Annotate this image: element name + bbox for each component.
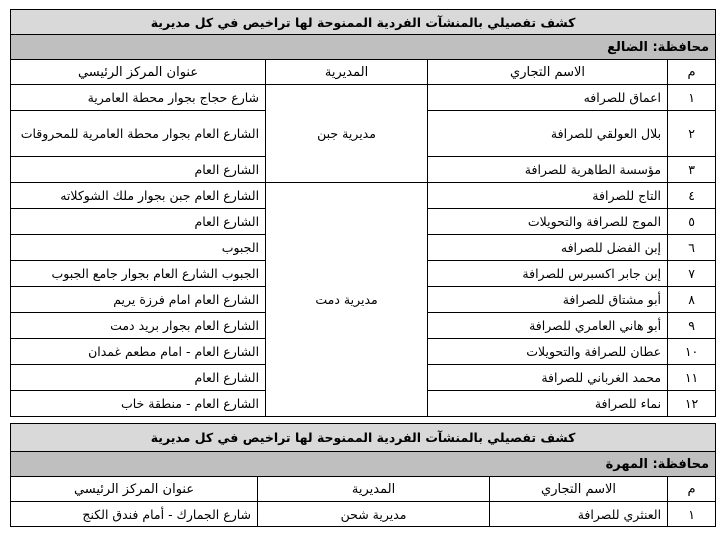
table-row bbox=[11, 502, 716, 527]
header-address: عنوان المركز الرئيسي bbox=[11, 60, 266, 85]
row-address: الشارع العام امام فرزة يريم bbox=[11, 287, 266, 313]
table-title: كشف تفصيلي بالمنشآت الفردية الممنوحة لها تراخيص في كل مديرية bbox=[11, 424, 716, 452]
row-num: ٨ bbox=[668, 287, 716, 313]
header-directorate: المديرية bbox=[266, 60, 428, 85]
header-num: م bbox=[668, 477, 716, 502]
table-row bbox=[11, 183, 716, 209]
row-name: بلال العولقي للصرافة bbox=[428, 111, 668, 157]
row-address: شارع الجمارك - أمام فندق الكنج bbox=[11, 502, 258, 527]
row-address: شارع حجاج بجوار محطة العامرية bbox=[11, 85, 266, 111]
row-name: الموج للصرافة والتحويلات bbox=[428, 209, 668, 235]
table-almahra bbox=[10, 423, 716, 527]
header-num: م bbox=[668, 60, 716, 85]
row-name: عطان للصرافة والتحويلات bbox=[428, 339, 668, 365]
header-name: الاسم التجاري bbox=[490, 477, 668, 502]
directorate-cell: مديرية دمت bbox=[266, 183, 428, 417]
header-directorate: المديرية bbox=[258, 477, 490, 502]
table-aldhale bbox=[10, 9, 716, 417]
row-address: الشارع العام bbox=[11, 157, 266, 183]
row-num: ٧ bbox=[668, 261, 716, 287]
row-num: ٣ bbox=[668, 157, 716, 183]
table-row bbox=[11, 85, 716, 111]
row-address: الشارع العام - منطقة خاب bbox=[11, 391, 266, 417]
row-name: نماء للصرافة bbox=[428, 391, 668, 417]
row-address: الشارع العام بجوار محطة العامرية للمحروقات bbox=[11, 111, 266, 157]
row-name: إبن الفضل للصرافه bbox=[428, 235, 668, 261]
row-name: محمد الغرباني للصرافة bbox=[428, 365, 668, 391]
row-name: التاج للصرافة bbox=[428, 183, 668, 209]
header-address: عنوان المركز الرئيسي bbox=[11, 477, 258, 502]
row-num: ٤ bbox=[668, 183, 716, 209]
row-address: الشارع العام بجوار بريد دمت bbox=[11, 313, 266, 339]
governorate-label: محافظة: الضالع bbox=[11, 35, 716, 60]
row-name: إبن جابر اكسبرس للصرافة bbox=[428, 261, 668, 287]
row-num: ١١ bbox=[668, 365, 716, 391]
row-name: اعماق للصرافه bbox=[428, 85, 668, 111]
row-name: أبو مشتاق للصرافة bbox=[428, 287, 668, 313]
row-name: أبو هاني العامري للصرافة bbox=[428, 313, 668, 339]
row-num: ١٠ bbox=[668, 339, 716, 365]
row-address: الشارع العام - امام مطعم غمدان bbox=[11, 339, 266, 365]
row-num: ٢ bbox=[668, 111, 716, 157]
table-title: كشف تفصيلي بالمنشآت الفردية الممنوحة لها تراخيص في كل مديرية bbox=[11, 10, 716, 35]
row-num: ١٢ bbox=[668, 391, 716, 417]
row-num: ١ bbox=[668, 502, 716, 527]
row-name: العنثري للصرافة bbox=[490, 502, 668, 527]
directorate-cell: مديرية جبن bbox=[266, 85, 428, 183]
row-address: الشارع العام جبن بجوار ملك الشوكلاته bbox=[11, 183, 266, 209]
row-address: الشارع العام bbox=[11, 365, 266, 391]
row-directorate: مديرية شحن bbox=[258, 502, 490, 527]
row-address: الجبوب الشارع العام بجوار جامع الجبوب bbox=[11, 261, 266, 287]
row-num: ٦ bbox=[668, 235, 716, 261]
row-num: ٩ bbox=[668, 313, 716, 339]
row-name: مؤسسة الطاهرية للصرافة bbox=[428, 157, 668, 183]
row-address: الشارع العام bbox=[11, 209, 266, 235]
governorate-label: محافظة: المهرة bbox=[11, 452, 716, 477]
row-num: ١ bbox=[668, 85, 716, 111]
header-name: الاسم التجاري bbox=[428, 60, 668, 85]
row-num: ٥ bbox=[668, 209, 716, 235]
row-address: الجبوب bbox=[11, 235, 266, 261]
